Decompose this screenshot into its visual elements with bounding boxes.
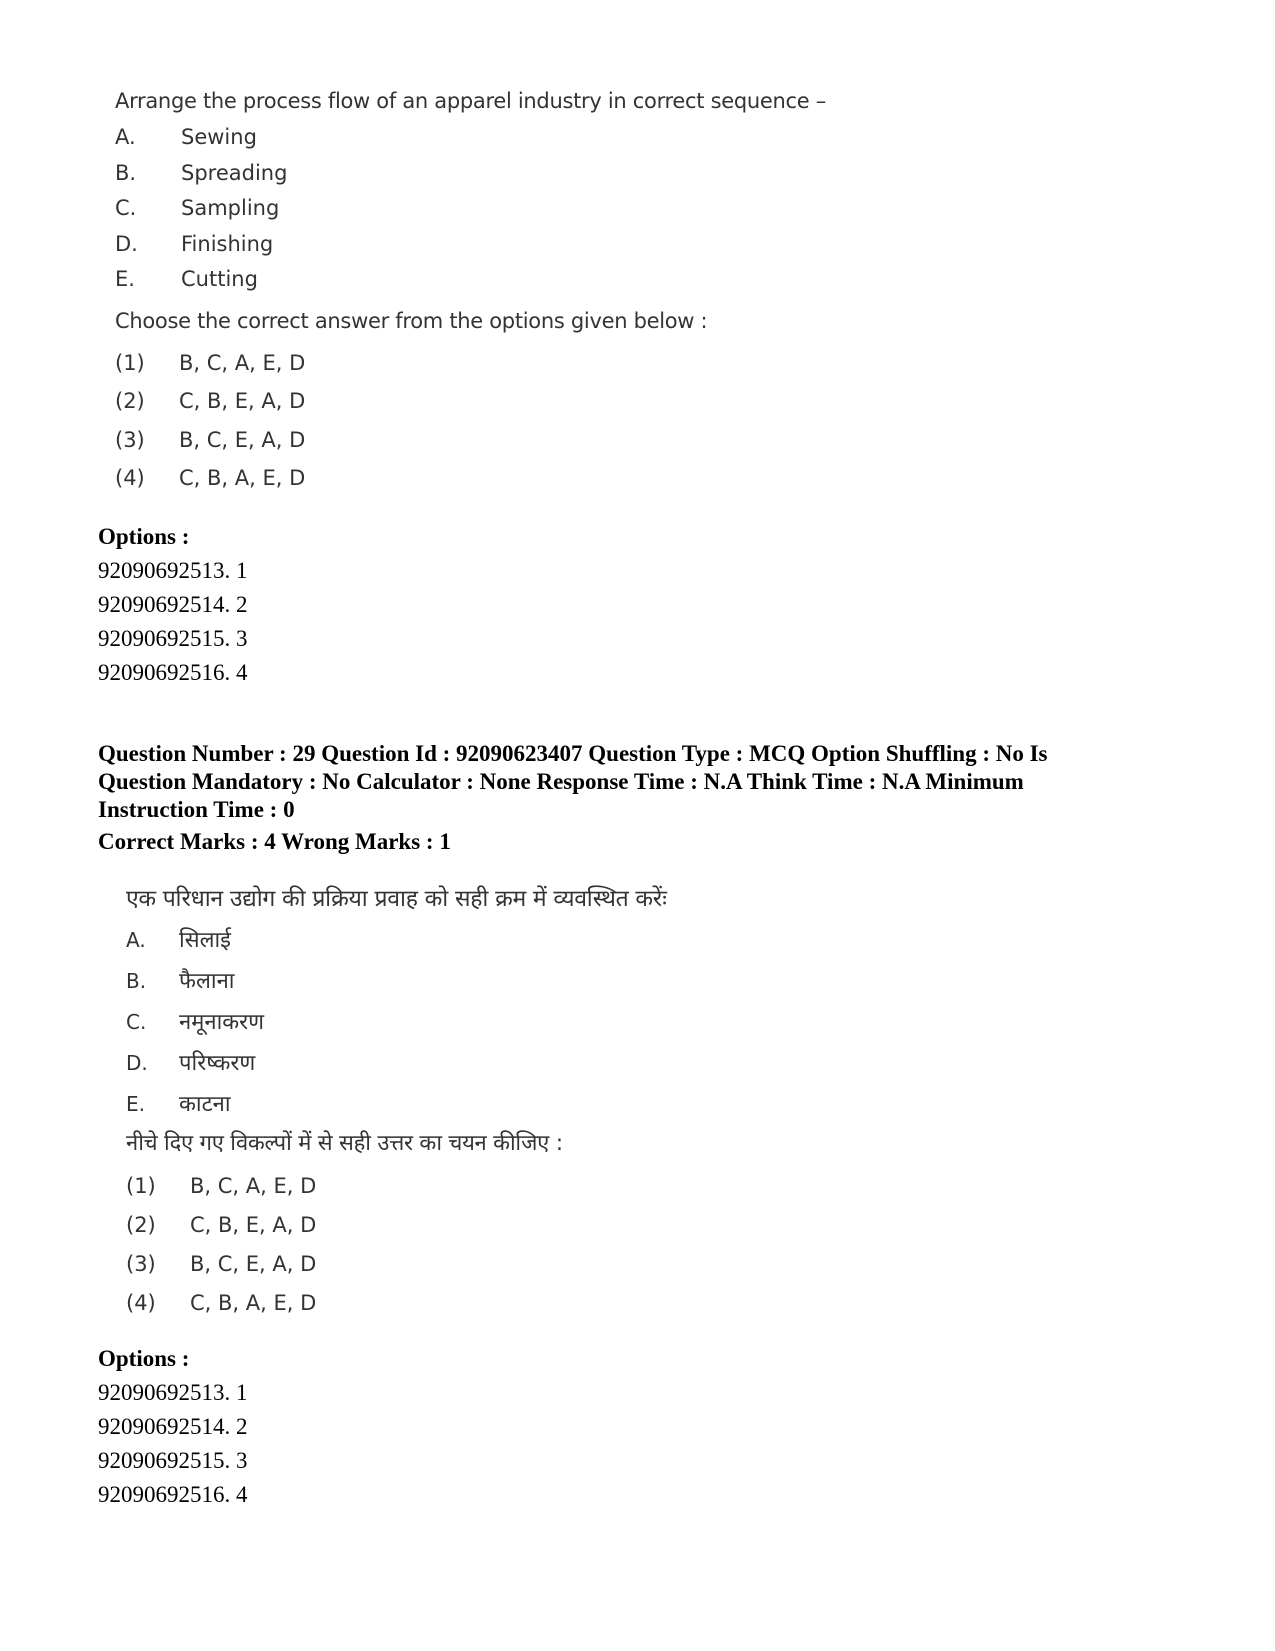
answer-number: (2)	[126, 1213, 156, 1237]
item-label: A.	[126, 928, 146, 952]
question-meta	[98, 740, 1178, 824]
answer-number: (3)	[115, 427, 145, 452]
item-label: E.	[126, 1092, 145, 1116]
item-text: Cutting	[181, 267, 258, 291]
meta-line: Question Number : 29 Question Id : 92090623407 Question Type : MCQ Option Shuffling : No Is	[98, 741, 1048, 766]
answer-number: (3)	[126, 1252, 156, 1276]
item-label: A.	[115, 125, 136, 149]
question-stem: एक परिधान उद्योग की प्रक्रिया प्रवाह को सही क्रम में व्यवस्थित करेंः	[126, 886, 667, 912]
options-block	[98, 520, 698, 690]
answer-list	[126, 1167, 1126, 1323]
answer-text: C, B, E, A, D	[179, 389, 306, 413]
item-text: परिष्करण	[179, 1051, 256, 1076]
list-item	[115, 120, 1115, 156]
choose-instruction: Choose the correct answer from the options given below :	[115, 308, 708, 333]
item-text: फैलाना	[179, 969, 235, 994]
answer-text: C, B, E, A, D	[190, 1213, 317, 1237]
answer-text: B, C, E, A, D	[179, 427, 306, 452]
answer-text: B, C, E, A, D	[190, 1252, 317, 1276]
option-item: 92090692516. 4	[98, 660, 248, 685]
answer-choice	[115, 459, 1115, 498]
answer-choice	[115, 421, 1115, 460]
item-label: B.	[115, 160, 137, 185]
list-item	[126, 1002, 1126, 1043]
option-item: 92090692514. 2	[98, 1414, 248, 1439]
list-item	[126, 961, 1126, 1002]
item-list	[126, 920, 1126, 1125]
answer-text: C, B, A, E, D	[190, 1291, 317, 1315]
list-item	[115, 156, 1115, 192]
item-label: B.	[126, 969, 147, 993]
answer-choice	[126, 1245, 1126, 1284]
item-text: Finishing	[181, 231, 274, 256]
answer-number: (4)	[115, 466, 145, 490]
options-heading: Options :	[98, 1346, 190, 1371]
option-item: 92090692515. 3	[98, 626, 248, 651]
answer-text: B, C, A, E, D	[179, 350, 306, 375]
answer-number: (4)	[126, 1291, 156, 1315]
item-list	[115, 120, 1115, 298]
options-block	[98, 1342, 698, 1512]
list-item	[115, 262, 1115, 298]
option-item: 92090692514. 2	[98, 592, 248, 617]
list-item	[115, 227, 1115, 263]
option-item: 92090692513. 1	[98, 558, 248, 583]
meta-line: Question Mandatory : No Calculator : None Response Time : N.A Think Time : N.A Minimum	[98, 769, 1024, 794]
option-item: 92090692516. 4	[98, 1482, 248, 1507]
answer-text: C, B, A, E, D	[179, 466, 306, 490]
answer-choice	[115, 344, 1115, 383]
marks-line: Correct Marks : 4 Wrong Marks : 1	[98, 829, 451, 854]
answer-choice	[126, 1167, 1126, 1206]
option-item: 92090692513. 1	[98, 1380, 248, 1405]
answer-choice	[126, 1206, 1126, 1245]
answer-choice	[115, 382, 1115, 421]
answer-number: (2)	[115, 389, 145, 413]
list-item	[126, 1084, 1126, 1125]
item-text: सिलाई	[179, 928, 231, 953]
item-text: नमूनाकरण	[179, 1010, 265, 1035]
option-item: 92090692515. 3	[98, 1448, 248, 1473]
item-text: Sewing	[181, 125, 257, 149]
item-text: काटना	[179, 1092, 231, 1117]
item-label: D.	[115, 231, 138, 256]
item-label: C.	[115, 196, 137, 220]
question-stem: Arrange the process flow of an apparel industry in correct sequence –	[115, 89, 826, 113]
list-item	[115, 191, 1115, 227]
meta-line: Instruction Time : 0	[98, 797, 295, 822]
choose-instruction: नीचे दिए गए विकल्पों में से सही उत्तर का चयन कीजिए :	[126, 1131, 563, 1156]
item-text: Sampling	[181, 196, 280, 220]
item-label: D.	[126, 1051, 148, 1075]
item-label: E.	[115, 267, 135, 291]
answer-text: B, C, A, E, D	[190, 1174, 317, 1198]
list-item	[126, 1043, 1126, 1084]
item-text: Spreading	[181, 160, 288, 185]
question-english	[115, 86, 1115, 498]
question-hindi	[126, 884, 1126, 1323]
answer-number: (1)	[126, 1174, 156, 1198]
list-item	[126, 920, 1126, 961]
options-heading: Options :	[98, 524, 190, 549]
answer-number: (1)	[115, 350, 145, 375]
item-label: C.	[126, 1010, 147, 1034]
answer-list	[115, 344, 1115, 498]
answer-choice	[126, 1284, 1126, 1323]
